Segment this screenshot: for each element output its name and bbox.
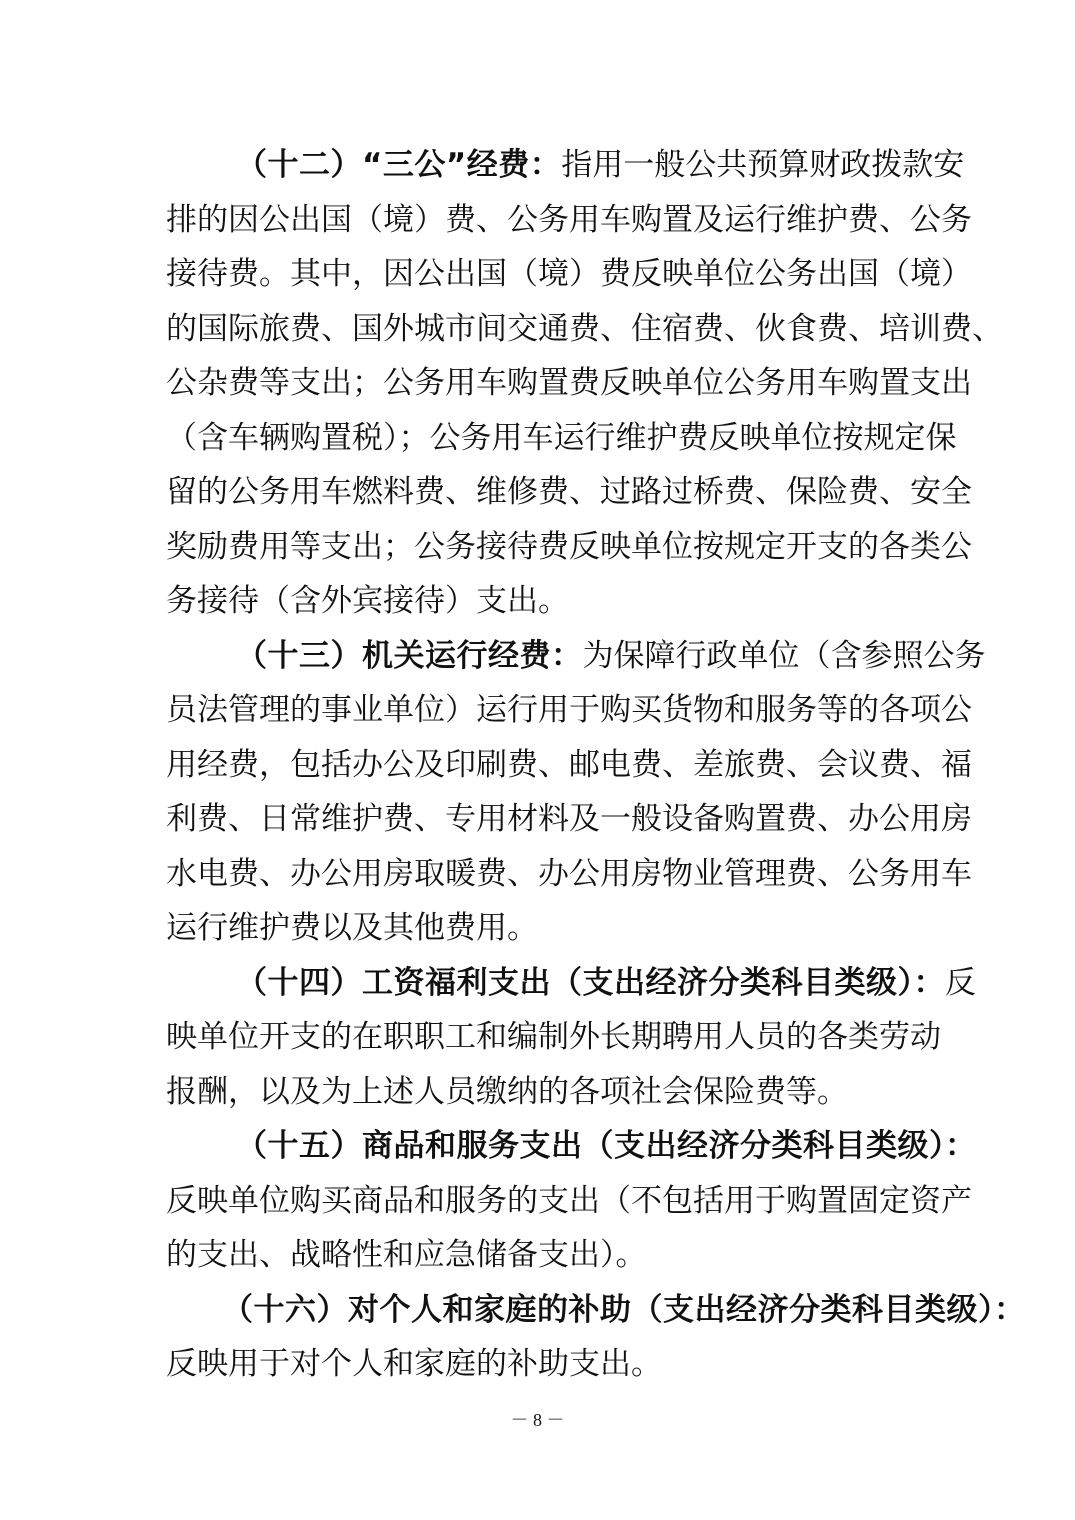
section-13-line-1 (166, 629, 986, 684)
section-12-line-4: 的国际旅费、国外城市间交通费、住宿费、伙食费、培训费、 (166, 310, 1003, 347)
section-13-line-4: 利费、日常维护费、专用材料及一般设备购置费、办公用房 (166, 801, 972, 837)
section-14-line-1 (166, 956, 976, 1011)
section-14-text: 反 (945, 964, 976, 1001)
page-number: － 8 － (510, 1410, 565, 1430)
section-15-line-1 (166, 1119, 977, 1174)
section-13-line-5: 水电费、办公用房取暖费、办公用房物业管理费、公务用车 (166, 855, 972, 892)
section-14-heading: （十四）工资福利支出（支出经济分类科目类级）： (236, 964, 945, 1001)
section-12-line-2: 排的因公出国（境）费、公务用车购置及运行维护费、公务 (166, 201, 972, 238)
section-15-line-3: 的支出、战略性和应急储备支出）。 (166, 1237, 647, 1273)
section-12-line-1 (166, 138, 965, 193)
document-body (166, 138, 1026, 1392)
section-16-heading: （十六）对个人和家庭的补助（支出经济分类科目类级）： (222, 1291, 1026, 1328)
section-12-heading: （十二）“三公”经费： (236, 147, 562, 183)
section-14-line-3: 报酬，以及为上述人员缴纳的各项社会保险费等。 (166, 1073, 848, 1110)
section-12-line-3: 接待费。其中，因公出国（境）费反映单位公务出国（境） (166, 256, 972, 292)
section-12-line-9: 务接待（含外宾接待）支出。 (166, 583, 569, 619)
section-15-heading: （十五）商品和服务支出（支出经济分类科目类级）： (236, 1128, 977, 1164)
section-13-heading: （十三）机关运行经费： (236, 637, 583, 674)
section-12-line-6: （含车辆购置税）；公务用车运行维护费反映单位按规定保 (166, 419, 957, 456)
section-12-line-8: 奖励费用等支出；公务接待费反映单位按规定开支的各类公 (166, 528, 972, 565)
section-12-line-5: 公杂费等支出；公务用车购置费反映单位公务用车购置支出 (166, 365, 972, 401)
section-16-line-2: 反映用于对个人和家庭的补助支出。 (166, 1346, 662, 1382)
section-13-line-6: 运行维护费以及其他费用。 (166, 910, 538, 946)
section-16-line-1 (166, 1283, 1026, 1338)
section-15-line-2: 反映单位购买商品和服务的支出（不包括用于购置固定资产 (166, 1182, 972, 1219)
section-13-line-2: 员法管理的事业单位）运行用于购买货物和服务等的各项公 (166, 692, 972, 728)
section-12-line-7: 留的公务用车燃料费、维修费、过路过桥费、保险费、安全 (166, 474, 972, 510)
section-12-text: 指用一般公共预算财政拨款安 (561, 147, 965, 183)
section-13-text: 为保障行政单位（含参照公务 (582, 637, 986, 674)
section-13-line-3: 用经费，包括办公及印刷费、邮电费、差旅费、会议费、福 (166, 746, 972, 783)
section-14-line-2: 映单位开支的在职职工和编制外长期聘用人员的各类劳动 (166, 1019, 941, 1055)
